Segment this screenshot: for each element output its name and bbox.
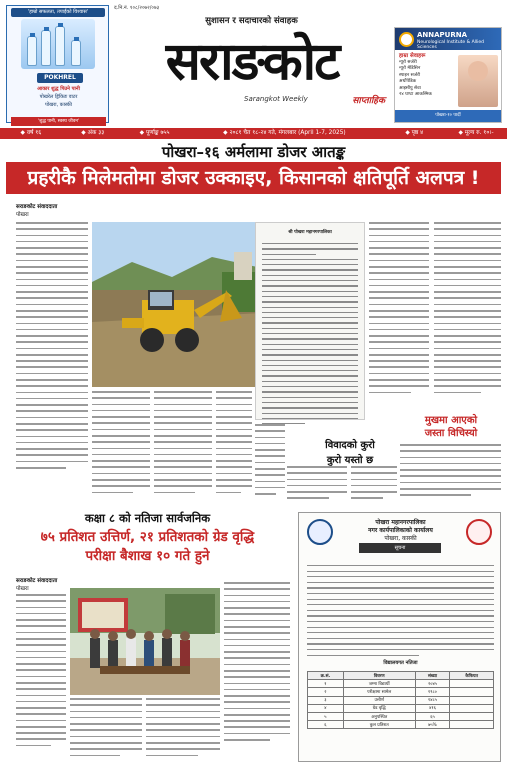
story2-headline — [6, 528, 289, 570]
volume: ◆ वर्ष १६ — [20, 130, 42, 136]
ad-line: पोखरेल ड्रिंकिङ वाटर — [39, 94, 78, 100]
hospital-name: ANNAPURNA — [417, 31, 468, 39]
story1-place: पोखरा — [16, 212, 29, 218]
notice-subtitle: सूचना — [359, 543, 441, 553]
notice-title-2: नगर कार्यपालिकाको कार्यालय — [368, 527, 433, 534]
table-cell: कुल प्रतिशत — [343, 721, 415, 729]
table-cell — [450, 712, 494, 720]
ad-tag: 'हाम्रो सफलता, तपाईंको विश्वास' — [11, 8, 105, 17]
table-row — [308, 680, 494, 688]
table-row — [308, 696, 494, 704]
ad-footer: 'शुद्ध पानी, स्वस्थ जीवन' — [11, 117, 106, 126]
letter-title: श्री पोखरा महानगरपालिका — [288, 230, 332, 235]
hospital-address: पोखरा-१० पार्दी — [395, 110, 501, 122]
subtitle-english: Sarangkot Weekly — [244, 95, 308, 103]
services-list — [399, 53, 457, 99]
table-cell: ६ — [308, 721, 344, 729]
table-header: विवरण — [343, 672, 415, 680]
ad-brand: POKHREL — [37, 73, 83, 83]
ad-line: पोखरा, कास्की — [45, 102, 72, 108]
service-item: आइसीयु सेवा — [399, 85, 421, 91]
story2-place: पोखरा — [16, 586, 29, 592]
story2-column-3 — [146, 698, 220, 764]
table-header: संख्या — [415, 672, 450, 680]
services-heading: हाम्रा सेवाहरू — [399, 53, 426, 59]
table-title: विद्यालयगत नतिजा — [383, 660, 418, 667]
notice-body — [307, 565, 494, 666]
story2-headline-line-1: ७५ प्रतिशत उत्तिर्ण, २१ प्रतिशतको ग्रेड वृद्धि — [40, 529, 255, 545]
story1-kicker: पोखरा–१६ अर्मलामा डोजर आतङ्क — [161, 143, 346, 161]
bottles-image — [21, 19, 95, 69]
story1-column-8 — [369, 222, 429, 412]
table-cell: ३ — [308, 696, 344, 704]
registration-number: द.नि.नं. १०८/२०७२/०७३ — [114, 5, 160, 11]
subtitle-nepali: साप्ताहिक — [352, 96, 385, 106]
story2-kicker: कक्षा ८ को नतिजा सार्वजनिक — [84, 511, 211, 525]
table-cell: अनुपस्थित — [343, 712, 415, 720]
table-row — [308, 688, 494, 696]
side-box-heading-line-2: जस्ता विचिस्यो — [424, 428, 478, 439]
service-item: न्यूरो मेडिसिन — [399, 66, 421, 71]
table-cell: परीक्षामा सामेल — [343, 688, 415, 696]
story1-column-4 — [216, 391, 252, 503]
newspaper-title: सराङकोट — [165, 32, 339, 92]
table-cell: ग्रेड वृद्धि — [343, 704, 415, 712]
table-cell: १ — [308, 680, 344, 688]
table-row — [308, 704, 494, 712]
story1-headline-bar — [6, 162, 501, 194]
table-cell: २ — [308, 688, 344, 696]
hospital-logo-icon — [399, 32, 414, 47]
story1-subheading-2: कुरो यस्तो छ — [326, 455, 374, 466]
notice-title-3: पोखरा, कास्की — [384, 535, 417, 542]
story1-column-9 — [434, 222, 501, 412]
water-advertisement — [6, 5, 109, 123]
nameplate — [112, 5, 391, 123]
story2-column-2 — [70, 698, 142, 764]
notice-header — [299, 519, 502, 543]
story1-subheading-1: विवादको कुरो — [325, 440, 375, 451]
table-cell: जम्मा विद्यार्थी — [343, 680, 415, 688]
table-header: कैफियत — [450, 672, 494, 680]
hospital-subtitle: Neurological Institute & Allied Sciences — [417, 40, 485, 50]
table-cell: ७५% — [415, 721, 450, 729]
story2-headline-line-2: परीक्षा बैशाख १० गते हुने — [85, 548, 210, 564]
story1-column-2 — [92, 391, 150, 503]
ad-line: आकार शुद्ध पिउने पानी — [37, 86, 80, 92]
service-item: अर्थोपेडिक — [399, 79, 417, 84]
table-cell: उत्तीर्ण — [343, 696, 415, 704]
story2-column-1 — [16, 594, 66, 764]
table-cell — [450, 704, 494, 712]
table-cell: ४ — [308, 704, 344, 712]
story1-column-7 — [351, 466, 397, 504]
story1-column-5 — [255, 424, 285, 504]
page-count: ◆ पृष्ठ ४ — [405, 130, 424, 136]
service-item: स्पाइन सर्जरी — [399, 72, 420, 78]
table-cell — [450, 680, 494, 688]
doctor-photo — [458, 55, 498, 107]
table-cell: ६५ — [415, 712, 450, 720]
table-row — [308, 712, 494, 720]
municipality-notice — [298, 512, 501, 762]
table-cell: १९८० — [415, 688, 450, 696]
hospital-advertisement — [394, 27, 502, 123]
table-cell: १४८५ — [415, 696, 450, 704]
table-cell — [450, 721, 494, 729]
side-box-heading — [400, 414, 502, 440]
service-item: न्यूरो सर्जरी — [399, 59, 417, 65]
masthead — [0, 0, 507, 128]
table-cell: ४१६ — [415, 704, 450, 712]
excavator-photo — [92, 222, 280, 387]
service-item: २४ घण्टा आकस्मिक — [399, 92, 432, 97]
side-box-text — [400, 444, 501, 504]
official-letter-image — [255, 222, 365, 420]
officials-group-photo — [70, 588, 220, 695]
table-row — [308, 721, 494, 729]
results-table — [307, 671, 494, 729]
table-cell: ५ — [308, 712, 344, 720]
notice-title-1: पोखरा महानगरपालिका — [375, 519, 426, 526]
story2-byline: सराङकोट संवाददाता — [16, 578, 58, 584]
table-cell — [450, 688, 494, 696]
issue: ◆ अंक ३३ — [81, 130, 105, 136]
price: ◆ मूल्य रु. १०।- — [458, 130, 494, 136]
story1-byline: सराङकोट संवाददाता — [16, 204, 58, 210]
table-cell — [450, 696, 494, 704]
story2-column-4 — [224, 582, 290, 764]
table-header: क्र.सं. — [308, 672, 344, 680]
side-box-heading-line-1: मुखमा आएको — [424, 415, 478, 426]
publication-date: ◆ २०८१ चैत १८-२४ गते, मंगलबार (April 1-7, 2025) — [223, 130, 346, 136]
tagline: सुशासन र सदाचारको संवाहक — [205, 16, 298, 26]
serial-number: ◆ पूर्णाङ्क ७५५ — [139, 130, 170, 136]
table-cell: २०४५ — [415, 680, 450, 688]
story1-column-3 — [154, 391, 212, 503]
story1-headline: प्रहरीकै मिलेमतोमा डोजर उक्काइए, किसानको क्षतिपूर्ति अलपत्र ! — [27, 167, 480, 189]
story1-column-6 — [287, 466, 347, 504]
story1-column-1 — [16, 222, 88, 504]
dateline-bar — [0, 128, 507, 139]
